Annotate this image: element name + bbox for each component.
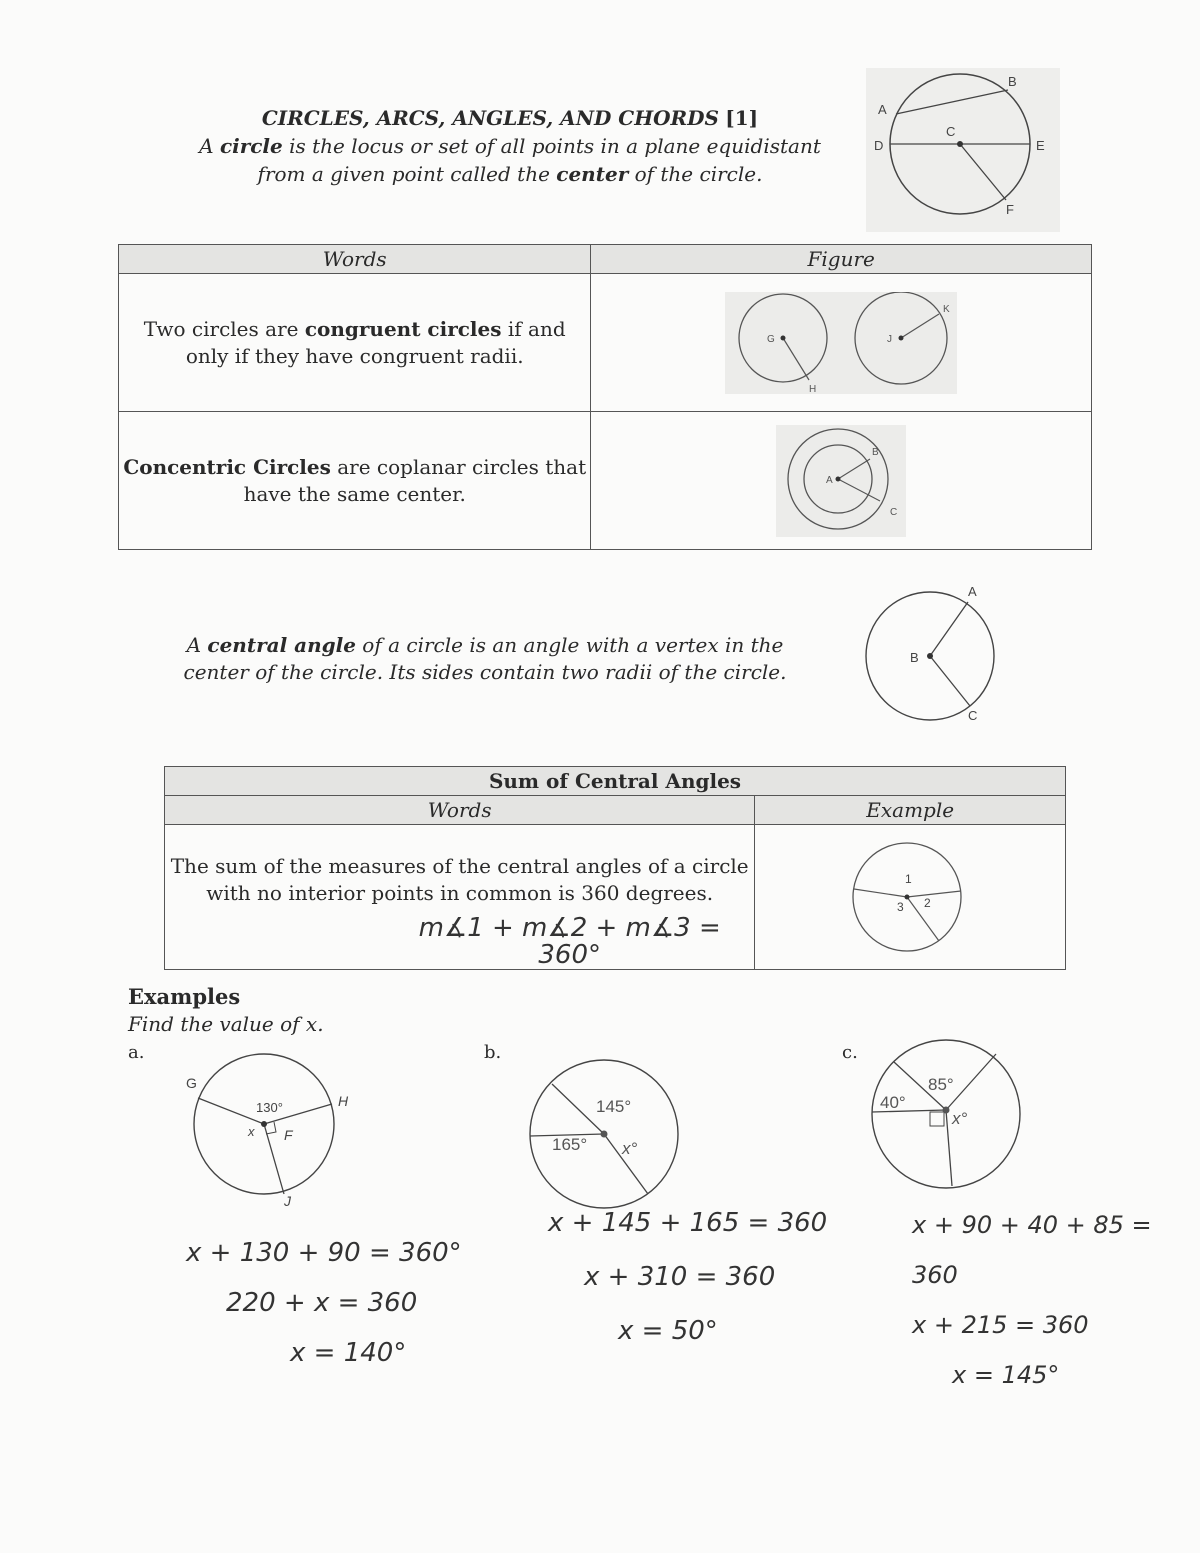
svg-text:B: B	[872, 446, 879, 458]
central-angle-figure	[856, 582, 1006, 722]
concentric-circles-figure-cell	[591, 412, 1092, 550]
examples-heading: Examples	[128, 984, 241, 1009]
svg-text:x: x	[248, 1124, 255, 1139]
svg-text:C: C	[890, 506, 898, 518]
example-c-label: c.	[842, 1042, 858, 1063]
svg-text:130°: 130°	[256, 1100, 283, 1115]
svg-text:x°: x°	[952, 1109, 968, 1128]
circle-parts-figure	[866, 68, 1060, 232]
circle-definition-line2: from a given point called the center of the circle.	[257, 162, 763, 186]
concentric-circles-figure	[776, 425, 906, 537]
congruent-circles-text: Two circles are congruent circles if and only if they have congruent radii.	[119, 274, 591, 412]
svg-text:x°: x°	[622, 1139, 638, 1158]
sum-central-angles-table	[164, 766, 1066, 970]
col-words: Words	[119, 245, 591, 274]
svg-text:C: C	[968, 708, 978, 722]
congruent-circles-figure	[725, 292, 957, 394]
example-b-work: x + 145 + 165 = 360 x + 310 = 360 x = 50°	[548, 1208, 828, 1346]
label-d: D	[874, 138, 884, 153]
example-c-work: x + 90 + 40 + 85 = 360 x + 215 = 360 x = 145°	[912, 1211, 1152, 1389]
handwritten-equation: m∡1 + m∡2 + m∡3 = 360°	[418, 913, 721, 970]
table2-col-example: Example	[755, 796, 1066, 825]
svg-text:40°: 40°	[880, 1093, 906, 1112]
example-a-label: a.	[128, 1042, 145, 1063]
example-c-figure	[866, 1034, 1026, 1194]
svg-text:165°: 165°	[552, 1135, 588, 1154]
svg-text:K: K	[943, 303, 950, 315]
circles-table	[118, 244, 1092, 550]
svg-text:3: 3	[897, 900, 904, 914]
label-b: B	[1008, 74, 1017, 89]
table2-title: Sum of Central Angles	[165, 767, 1066, 796]
label-e: E	[1036, 138, 1045, 153]
page-title: CIRCLES, ARCS, ANGLES, AND CHORDS [1]	[261, 106, 759, 130]
circle-definition: A circle is the locus or set of all points in a plane equidistant	[199, 134, 821, 158]
svg-text:85°: 85°	[928, 1075, 954, 1094]
title-block	[190, 104, 830, 188]
central-angle-definition: A central angle of a circle is an angle with a vertex in the center of the circle. Its sides contain two radii of the circle.	[183, 633, 787, 684]
svg-text:F: F	[284, 1127, 293, 1143]
example-b-figure	[524, 1054, 684, 1214]
congruent-circles-figure-cell	[591, 274, 1092, 412]
svg-text:J: J	[887, 333, 893, 345]
svg-text:1: 1	[905, 872, 912, 886]
concentric-circles-text: Concentric Circles are coplanar circles that have the same center.	[119, 412, 591, 550]
svg-text:J: J	[284, 1193, 291, 1209]
svg-text:G: G	[767, 333, 775, 345]
label-c: C	[946, 124, 956, 139]
svg-text:2: 2	[924, 896, 931, 910]
examples-instruction: Find the value of x.	[128, 1012, 324, 1036]
sum-example-figure	[845, 841, 975, 953]
col-figure: Figure	[591, 245, 1092, 274]
svg-text:145°: 145°	[596, 1097, 632, 1116]
table2-col-words: Words	[165, 796, 755, 825]
svg-text:A: A	[968, 584, 977, 599]
label-a: A	[878, 102, 887, 117]
svg-text:H: H	[809, 383, 817, 394]
svg-text:A: A	[826, 474, 833, 486]
label-f: F	[1006, 202, 1014, 217]
svg-text:H: H	[338, 1093, 349, 1109]
sum-example-cell	[755, 825, 1066, 970]
sum-rule-text: The sum of the measures of the central angles of a circle with no interior points in common is 360 degrees. m∡1 + m∡2 + m∡3 = 360°	[165, 825, 755, 970]
example-a-work: x + 130 + 90 = 360° 220 + x = 360 x = 140°	[186, 1238, 462, 1368]
svg-text:G: G	[186, 1075, 197, 1091]
svg-text:B: B	[910, 650, 919, 665]
example-b-label: b.	[484, 1042, 502, 1063]
example-a-figure	[180, 1050, 360, 1210]
